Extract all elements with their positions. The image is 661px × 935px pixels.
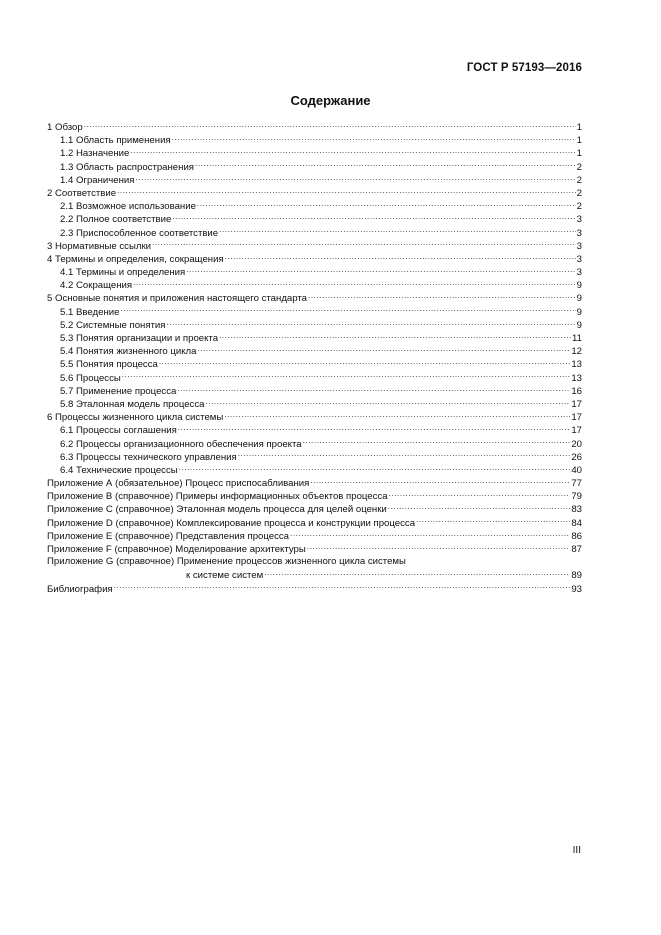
- toc-leader-dots: [120, 305, 575, 315]
- toc-entry-page: 2: [576, 161, 582, 173]
- toc-entry-label: Приложение Е (справочное) Представления процесса: [47, 530, 290, 542]
- toc-entry[interactable]: [47, 173, 582, 186]
- toc-entry-page: 89: [571, 570, 582, 582]
- toc-entry-label: 6.2 Процессы организационного обеспечения проекта: [60, 438, 302, 450]
- toc-entry-label: Приложение А (обязательное) Процесс приспосабливания: [47, 478, 310, 490]
- toc-entry[interactable]: [47, 239, 582, 252]
- toc-entry-page: 2: [576, 187, 582, 199]
- toc-entry[interactable]: [47, 318, 582, 331]
- toc-entry-label: 1.4 Ограничения: [60, 174, 135, 186]
- toc-entry-label: 3 Нормативные ссылки: [47, 240, 152, 252]
- toc-leader-dots: [388, 502, 571, 512]
- toc-entry-label: 1.3 Область распространения: [60, 161, 194, 173]
- toc-entry-page: 20: [571, 438, 582, 450]
- toc-leader-dots: [307, 542, 571, 552]
- toc-entry[interactable]: [47, 437, 582, 450]
- toc-leader-dots: [225, 252, 576, 262]
- toc-entry[interactable]: [47, 516, 582, 529]
- toc-entry-page: 93: [571, 583, 582, 595]
- toc-entry-page: 86: [571, 530, 582, 542]
- toc-leader-dots: [186, 265, 575, 275]
- toc-entry-label: Приложение D (справочное) Комплексирование процесса и конструкции процесса: [47, 517, 416, 529]
- toc-entry[interactable]: [47, 371, 582, 384]
- toc-entry-page: 3: [576, 214, 582, 226]
- toc-entry[interactable]: [47, 542, 582, 555]
- toc-entry-label: Приложение В (справочное) Примеры информационных объектов процесса: [47, 491, 388, 503]
- toc-leader-dots: [84, 120, 576, 130]
- toc-entry-page: 40: [571, 464, 582, 476]
- toc-entry-label: 5.3 Понятия организации и проекта: [60, 333, 219, 344]
- toc-entry-label: 2.2 Полное соответствие: [60, 214, 172, 226]
- table-of-contents: [47, 120, 582, 595]
- toc-leader-dots: [135, 173, 575, 183]
- document-code: ГОСТ Р 57193—2016: [466, 62, 582, 74]
- toc-entry-page: 1: [576, 135, 582, 147]
- toc-leader-dots: [114, 582, 571, 592]
- toc-entry-label: 4.1 Термины и определения: [60, 267, 186, 279]
- toc-entry[interactable]: [47, 265, 582, 278]
- toc-entry-page: 1: [576, 122, 582, 133]
- toc-entry-page: 9: [576, 280, 582, 292]
- toc-entry[interactable]: [47, 120, 582, 133]
- toc-entry[interactable]: [47, 463, 582, 476]
- toc-leader-dots: [177, 384, 570, 394]
- toc-entry-label: 6 Процессы жизненного цикла системы: [47, 412, 224, 424]
- toc-entry-label: 1 Обзор: [47, 122, 83, 133]
- toc-entry-label: 2.1 Возможное использование: [60, 201, 196, 213]
- toc-entry-label: 5.8 Эталонная модель процесса: [60, 398, 205, 410]
- toc-entry[interactable]: [47, 489, 582, 502]
- toc-entry-page: 2: [576, 174, 582, 186]
- toc-entry-page: 3: [576, 227, 582, 239]
- toc-entry-page: 2: [576, 201, 582, 213]
- toc-entry-page: 84: [571, 517, 582, 529]
- toc-entry-page: 11: [572, 333, 582, 344]
- toc-entry-label: 5.1 Введение: [60, 306, 120, 318]
- toc-entry[interactable]: [47, 199, 582, 212]
- toc-entry-annex-g[interactable]: [47, 555, 582, 581]
- toc-entry-page: 16: [571, 385, 582, 397]
- toc-entry-page: 77: [571, 478, 582, 490]
- toc-leader-dots: [117, 186, 576, 196]
- toc-entry[interactable]: [47, 397, 582, 410]
- toc-leader-dots: [172, 133, 576, 143]
- toc-entry[interactable]: [47, 226, 582, 239]
- toc-leader-dots: [166, 318, 575, 328]
- toc-leader-dots: [205, 397, 570, 407]
- toc-entry-label: 2 Соответствие: [47, 187, 117, 199]
- toc-title: Содержание: [290, 93, 371, 108]
- toc-entry-page: 13: [571, 359, 582, 371]
- toc-leader-dots: [197, 344, 570, 354]
- toc-entry-page: 26: [571, 451, 582, 463]
- toc-entry-label: 5.4 Понятия жизненного цикла: [60, 346, 197, 358]
- toc-leader-dots: [219, 331, 571, 341]
- toc-entry-label: 4 Термины и определения, сокращения: [47, 253, 224, 265]
- toc-entry-label: 6.1 Процессы соглашения: [60, 425, 177, 437]
- toc-entry[interactable]: [47, 476, 582, 489]
- toc-entry[interactable]: [47, 384, 582, 397]
- toc-entry-bibliography[interactable]: [47, 582, 582, 595]
- toc-leader-dots: [303, 437, 571, 447]
- toc-entry[interactable]: [47, 305, 582, 318]
- toc-entry[interactable]: [47, 410, 582, 423]
- toc-entry-label: Приложение F (справочное) Моделирование архитектуры: [47, 544, 306, 555]
- toc-entry-label: 5.6 Процессы: [60, 372, 121, 384]
- toc-entry[interactable]: [47, 186, 582, 199]
- toc-leader-dots: [159, 357, 570, 367]
- toc-entry[interactable]: [47, 529, 582, 542]
- toc-entry-label: 1.1 Область применения: [60, 135, 171, 147]
- toc-entry[interactable]: [47, 291, 582, 304]
- toc-leader-dots: [310, 476, 570, 486]
- toc-entry-label: Библиография: [47, 583, 113, 595]
- toc-leader-dots: [122, 371, 571, 381]
- toc-entry-label: 1.2 Назначение: [60, 148, 130, 160]
- toc-entry-page: 9: [576, 293, 582, 305]
- toc-leader-dots: [133, 278, 576, 288]
- toc-entry-label: 5.7 Применение процесса: [60, 385, 177, 397]
- toc-leader-dots: [416, 516, 570, 526]
- toc-entry[interactable]: [47, 133, 582, 146]
- toc-entry-page: 17: [571, 398, 582, 410]
- toc-entry-page: 3: [576, 267, 582, 279]
- toc-entry-label: Приложение С (справочное) Эталонная модель процесса для целей оценки: [47, 504, 387, 516]
- toc-entry[interactable]: [47, 212, 582, 225]
- toc-entry-page: 17: [571, 425, 582, 437]
- toc-entry[interactable]: [47, 331, 582, 344]
- toc-entry-label: 5.5 Понятия процесса: [60, 359, 158, 371]
- toc-leader-dots: [130, 146, 575, 156]
- toc-leader-dots: [238, 450, 571, 460]
- toc-leader-dots: [290, 529, 570, 539]
- toc-entry[interactable]: [47, 160, 582, 173]
- toc-entry-page: 12: [571, 346, 582, 358]
- toc-entry-label: 4.2 Сокращения: [60, 280, 133, 292]
- page-number: III: [572, 845, 581, 856]
- toc-entry-label: 5.2 Системные понятия: [60, 319, 166, 331]
- toc-entry[interactable]: [47, 502, 582, 515]
- toc-leader-dots: [197, 199, 576, 209]
- toc-entry-page: 1: [576, 148, 582, 160]
- toc-entry[interactable]: [47, 278, 582, 291]
- toc-entry[interactable]: [47, 423, 582, 436]
- toc-entry-page: 9: [576, 319, 582, 331]
- toc-entry-page: 9: [576, 306, 582, 318]
- toc-entry-page: 3: [576, 240, 582, 252]
- toc-leader-dots: [264, 568, 570, 578]
- toc-leader-dots: [172, 212, 575, 222]
- toc-entry[interactable]: [47, 450, 582, 463]
- toc-entry-label: 6.4 Технические процессы: [60, 464, 178, 476]
- toc-entry-page: 3: [576, 253, 582, 265]
- toc-leader-dots: [224, 410, 570, 420]
- toc-entry[interactable]: [47, 252, 582, 265]
- toc-entry-page: 79: [571, 491, 582, 503]
- toc-entry[interactable]: [47, 146, 582, 159]
- toc-leader-dots: [195, 160, 576, 170]
- toc-leader-dots: [178, 423, 571, 433]
- toc-entry-label: 6.3 Процессы технического управления: [60, 451, 237, 463]
- toc-leader-dots: [219, 226, 576, 236]
- toc-entry[interactable]: [47, 344, 582, 357]
- toc-entry-label: 5 Основные понятия и приложения настоящего стандарта: [47, 293, 307, 305]
- toc-entry-label: Приложение G (справочное) Применение процессов жизненного цикла системы: [47, 556, 406, 568]
- toc-entry-page: 83: [571, 504, 582, 516]
- toc-leader-dots: [152, 239, 576, 249]
- toc-leader-dots: [179, 463, 571, 473]
- toc-entry-label: 2.3 Приспособленное соответствие: [60, 227, 219, 239]
- toc-leader-dots: [389, 489, 571, 499]
- toc-entry-label-continuation: к системе систем: [186, 570, 264, 582]
- toc-entry-page: 13: [571, 372, 582, 384]
- toc-entry-page: 87: [571, 544, 582, 555]
- toc-entry[interactable]: [47, 357, 582, 370]
- toc-leader-dots: [308, 291, 576, 301]
- toc-entry-page: 17: [571, 412, 582, 424]
